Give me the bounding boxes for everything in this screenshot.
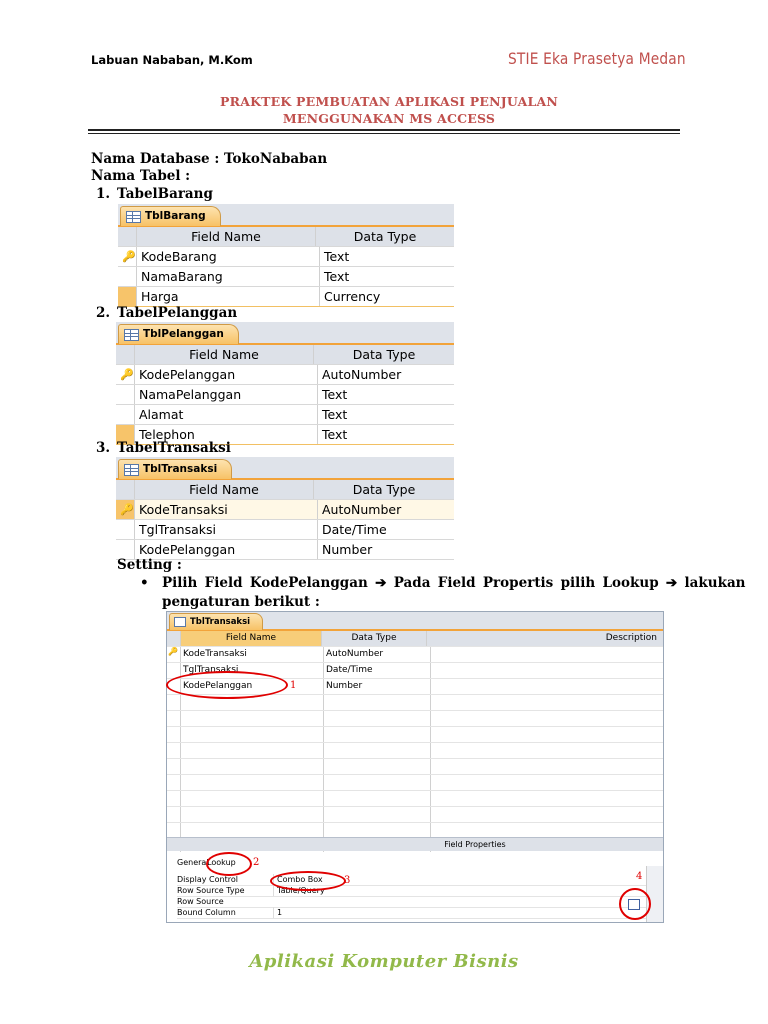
prop-row-source-type[interactable]: Row Source Type Table/Query (177, 885, 647, 897)
general-tab[interactable]: General (177, 858, 209, 867)
doc-title-line1: PRAKTEK PEMBUATAN APLIKASI PENJUALAN (220, 94, 558, 109)
highlight-combo-box (270, 871, 346, 891)
table-header-row: Field Name Data Type (116, 480, 454, 500)
primary-key-icon: 🔑 (122, 250, 136, 263)
table-icon (174, 617, 186, 627)
table-1-number: 1. (96, 186, 111, 202)
table-icon (124, 329, 139, 341)
table-2-number: 2. (96, 305, 111, 321)
primary-key-icon: 🔑 (120, 368, 134, 381)
title-rule (88, 129, 680, 131)
table-header-row: Field Name Data Type (118, 227, 454, 247)
table-3-number: 3. (96, 440, 111, 456)
table-3-design (116, 457, 454, 560)
table-icon (126, 211, 141, 223)
marker-4: 4 (636, 871, 643, 882)
table-icon (124, 464, 139, 476)
marker-2: 2 (253, 857, 260, 868)
marker-3: 3 (344, 875, 351, 886)
table-row[interactable]: Telephon Text (116, 425, 454, 445)
highlight-lookup (206, 852, 252, 876)
author-name: Labuan Nababan, M.Kom (91, 53, 253, 67)
primary-key-icon: 🔑 (168, 647, 178, 656)
table-1-tab[interactable]: TblBarang (120, 206, 221, 226)
table-row[interactable]: Harga Currency (118, 287, 454, 307)
setting-instruction-line2: pengaturan berikut : (162, 594, 320, 610)
field-properties-bar: Field Properties (167, 837, 663, 851)
doc-title-line2: MENGGUNAKAN MS ACCESS (282, 111, 496, 126)
table-2-tab[interactable]: TblPelanggan (118, 324, 239, 344)
footer-course-title: Aplikasi Komputer Bisnis (249, 951, 519, 972)
design-row[interactable]: KodePelanggan Number (167, 679, 663, 695)
table-1-heading: TabelBarang (117, 186, 213, 202)
table-3-tab[interactable]: TblTransaksi (118, 459, 232, 479)
institution-name: STIE Eka Prasetya Medan (508, 49, 686, 68)
marker-1: 1 (290, 680, 297, 691)
table-3-heading: TabelTransaksi (117, 440, 231, 456)
tables-label: Nama Tabel : (91, 168, 191, 184)
database-name: Nama Database : TokoNababan (91, 151, 328, 167)
table-2-design (116, 322, 454, 445)
table-header-row: Field Name Data Type (116, 345, 454, 365)
table-row[interactable]: Alamat Text (116, 405, 454, 425)
highlight-kodepelanggan (166, 671, 288, 699)
table-row[interactable]: 🔑 KodeBarang Text (118, 247, 454, 267)
highlight-builder (619, 888, 651, 920)
table-row[interactable]: NamaBarang Text (118, 267, 454, 287)
lookup-tab[interactable]: Lookup (207, 858, 236, 867)
title-rule-thin (88, 133, 680, 134)
design-header-row: Field Name Data Type Description (167, 631, 663, 647)
table-row[interactable]: 🔑 KodeTransaksi AutoNumber (116, 500, 454, 520)
table-row[interactable]: TglTransaksi Date/Time (116, 520, 454, 540)
bullet: • (140, 575, 149, 591)
prop-row-source[interactable]: Row Source (177, 896, 647, 908)
prop-bound-column[interactable]: Bound Column 1 (177, 907, 647, 919)
design-view-screenshot (166, 611, 664, 923)
design-row[interactable]: 🔑 KodeTransaksi AutoNumber (167, 647, 663, 663)
table-2-heading: TabelPelanggan (117, 305, 238, 321)
table-row[interactable]: 🔑 KodePelanggan AutoNumber (116, 365, 454, 385)
table-1-design (118, 204, 454, 307)
setting-label: Setting : (117, 557, 182, 573)
table-row[interactable]: KodePelanggan Number (116, 540, 454, 560)
setting-instruction-line1: Pilih Field KodePelanggan ➔ Pada Field Propertis pilih Lookup ➔ lakukan (162, 575, 746, 591)
design-row[interactable]: TglTransaksi Date/Time (167, 663, 663, 679)
property-help-pane (646, 866, 663, 922)
prop-display-control[interactable]: Display Control Combo Box (177, 874, 647, 886)
table-row[interactable]: NamaPelanggan Text (116, 385, 454, 405)
design-tab[interactable]: TblTransaksi (169, 613, 263, 630)
primary-key-icon: 🔑 (120, 503, 134, 516)
